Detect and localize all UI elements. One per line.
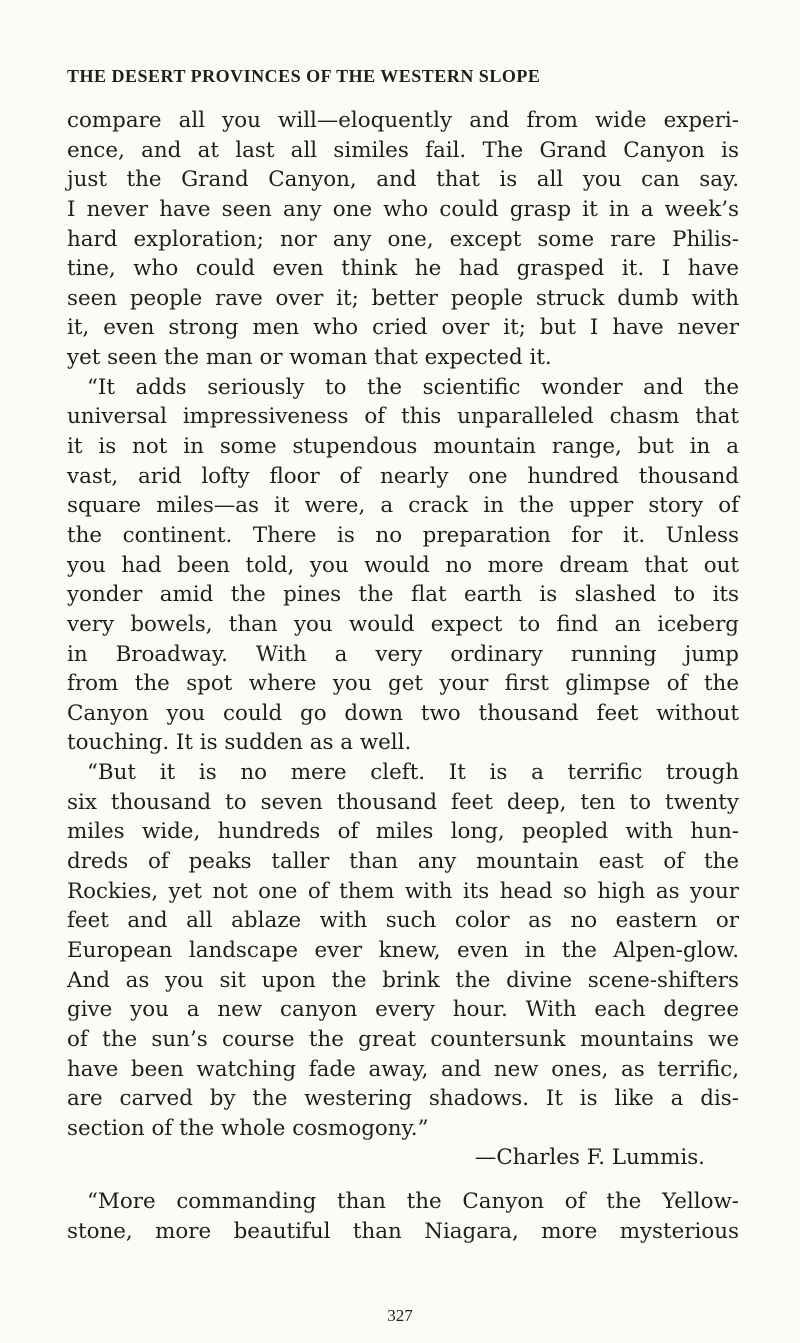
text-line: I never have seen any one who could grasp it in a week’s [67, 196, 739, 222]
text-line: it is not in some stupendous mountain range, but in a [67, 434, 739, 460]
text-line: have been watching fade away, and new ones, as terrific, [67, 1056, 739, 1082]
text-line: of the sun’s course the great countersunk mountains we [67, 1026, 739, 1052]
text-line: very bowels, than you would expect to find an iceberg [67, 611, 739, 637]
text-line: tine, who could even think he had grasped it. I have [67, 256, 739, 282]
text-line: six thousand to seven thousand feet deep, ten to twenty [67, 789, 739, 815]
text-line: are carved by the westering shadows. It is like a dis- [67, 1086, 739, 1112]
text-line: Rockies, yet not one of them with its head so high as your [67, 878, 739, 904]
text-line: the continent. There is no preparation for it. Unless [67, 522, 739, 548]
text-line: touching. It is sudden as a well. [67, 730, 412, 756]
text-line: vast, arid lofty floor of nearly one hundred thousand [67, 463, 739, 489]
quote-attribution: —Charles F. Lummis. [474, 1145, 705, 1171]
text-line: universal impressiveness of this unparalleled chasm that [67, 404, 739, 430]
text-line: ence, and at last all similes fail. The Grand Canyon is [67, 137, 739, 163]
body-text [67, 106, 739, 1246]
text-line: yet seen the man or woman that expected it. [67, 345, 552, 371]
paragraph-first-line: “More commanding than the Canyon of the Yellow- [87, 1189, 739, 1215]
text-line: you had been told, you would no more dream that out [67, 552, 739, 578]
text-line: dreds of peaks taller than any mountain east of the [67, 849, 739, 875]
text-line: miles wide, hundreds of miles long, peopled with hun- [67, 819, 739, 845]
text-line: give you a new canyon every hour. With each degree [67, 997, 739, 1023]
text-line: European landscape ever knew, even in the Alpen-glow. [67, 937, 739, 963]
text-line: section of the whole cosmogony.” [67, 1115, 429, 1141]
text-line: stone, more beautiful than Niagara, more mysterious [67, 1218, 739, 1244]
text-line: just the Grand Canyon, and that is all you can say. [67, 167, 739, 193]
text-line: feet and all ablaze with such color as no eastern or [67, 908, 739, 934]
page-number: 327 [387, 1306, 413, 1325]
text-line: compare all you will—eloquently and from wide experi- [67, 108, 739, 133]
paragraph-gap [67, 1173, 739, 1187]
text-line: Canyon you could go down two thousand feet without [67, 700, 739, 726]
paragraph-first-line: “It adds seriously to the scientific wonder and the [87, 374, 739, 400]
text-line: from the spot where you get your first glimpse of the [67, 671, 739, 697]
text-line: And as you sit upon the brink the divine scene-shifters [67, 967, 739, 993]
paragraph-first-line: “But it is no mere cleft. It is a terrific trough [87, 760, 739, 786]
text-line: seen people rave over it; better people struck dumb with [67, 285, 739, 311]
text-line: it, even strong men who cried over it; but I have never [67, 315, 739, 341]
running-head: THE DESERT PROVINCES OF THE WESTERN SLOPE [67, 66, 541, 86]
text-line: square miles—as it were, a crack in the upper story of [67, 493, 739, 519]
text-line: hard exploration; nor any one, except some rare Philis- [67, 226, 739, 252]
text-line: in Broadway. With a very ordinary running jump [67, 641, 739, 667]
text-line: yonder amid the pines the flat earth is slashed to its [67, 582, 739, 608]
